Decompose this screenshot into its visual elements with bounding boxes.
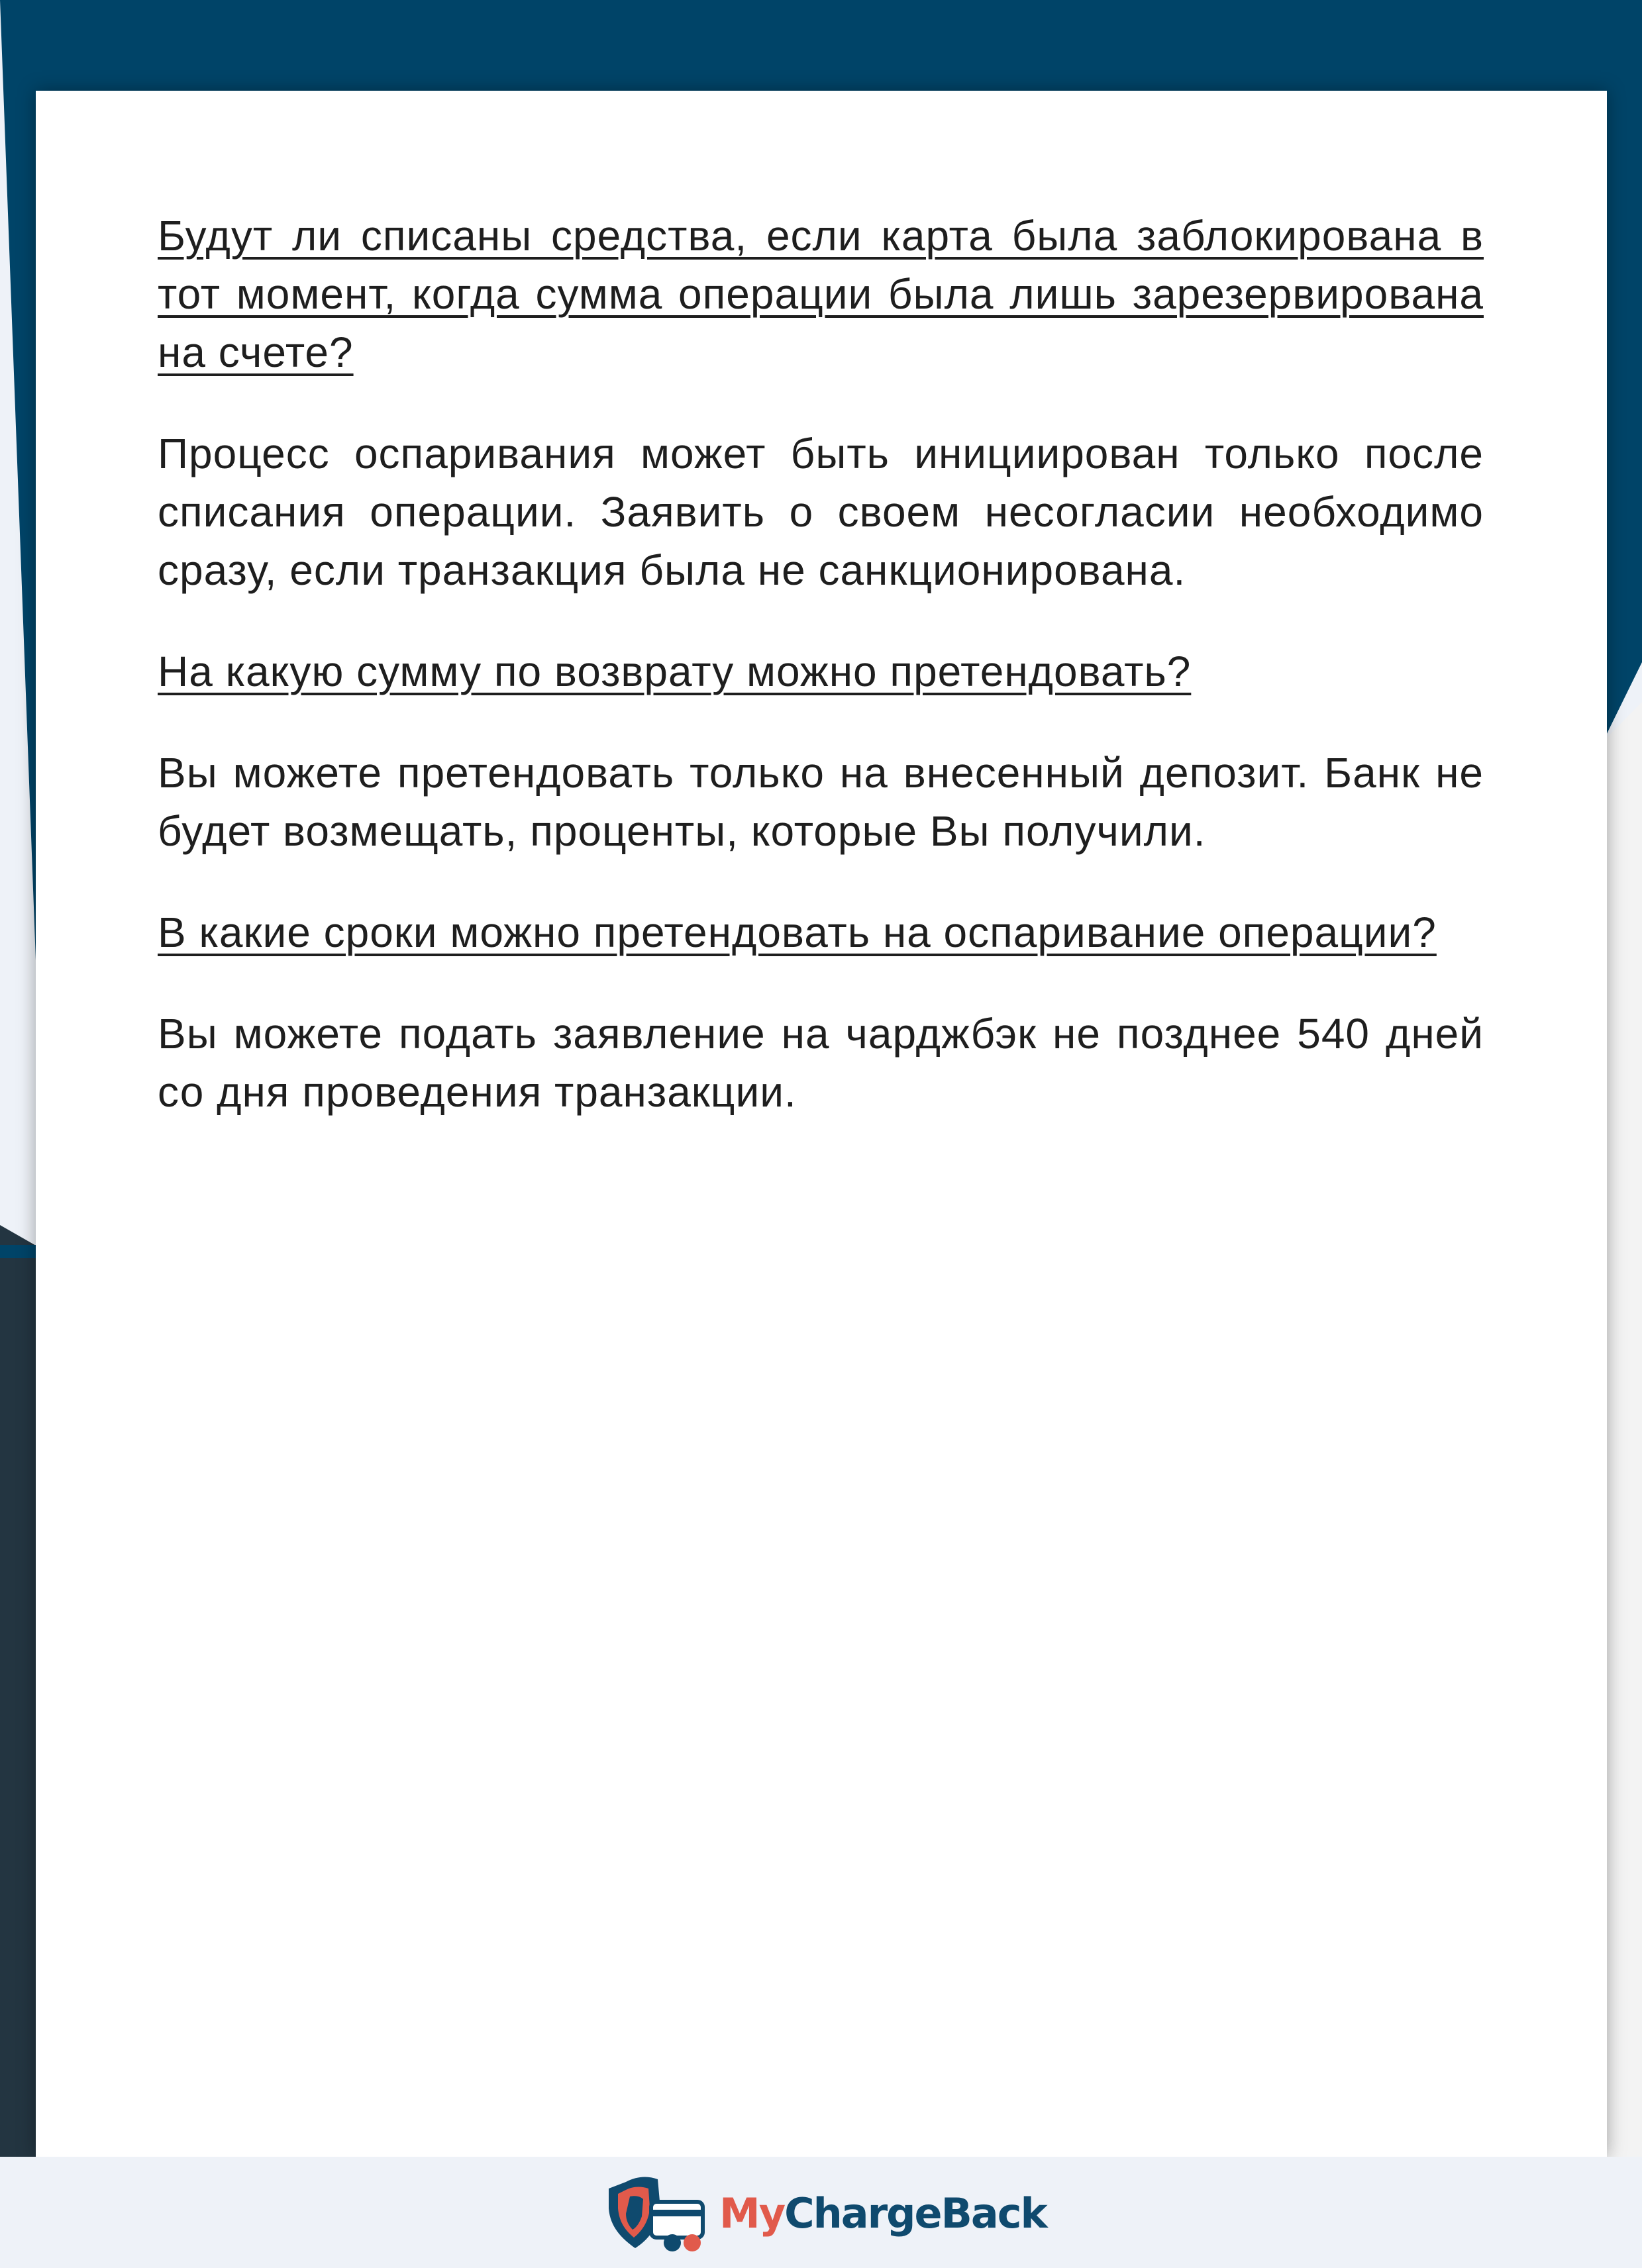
question-heading: Будут ли списаны средства, если карта была заблокирована в тот момент, когда сумма операции была лишь зарезервирована на счете? (158, 212, 1484, 376)
question-heading: На какую сумму по возврату можно претендовать? (158, 648, 1192, 695)
document-page (36, 91, 1607, 2157)
answer-paragraph: Процесс оспаривания может быть инициирован только после списания операции. Заявить о своем несогласии необходимо сразу, если транзакция была не санкционирована. (158, 430, 1484, 594)
brand-logo (599, 2170, 1047, 2256)
question-heading: В какие сроки можно претендовать на оспаривание операции? (158, 909, 1437, 956)
page-footer (0, 2157, 1642, 2268)
logo-wordmark (719, 2189, 1047, 2238)
answer-paragraph: Вы можете претендовать только на внесенный депозит. Банк не будет возмещать, проценты, которые Вы получили. (158, 749, 1484, 855)
shield-card-icon (599, 2170, 715, 2256)
logo-text-my: My (719, 2189, 785, 2238)
document-content (158, 207, 1484, 1164)
logo-text-chargeback: ChargeBack (784, 2189, 1047, 2238)
answer-paragraph: Вы можете подать заявление на чарджбэк не позднее 540 дней со дня проведения транзакции. (158, 1010, 1484, 1116)
